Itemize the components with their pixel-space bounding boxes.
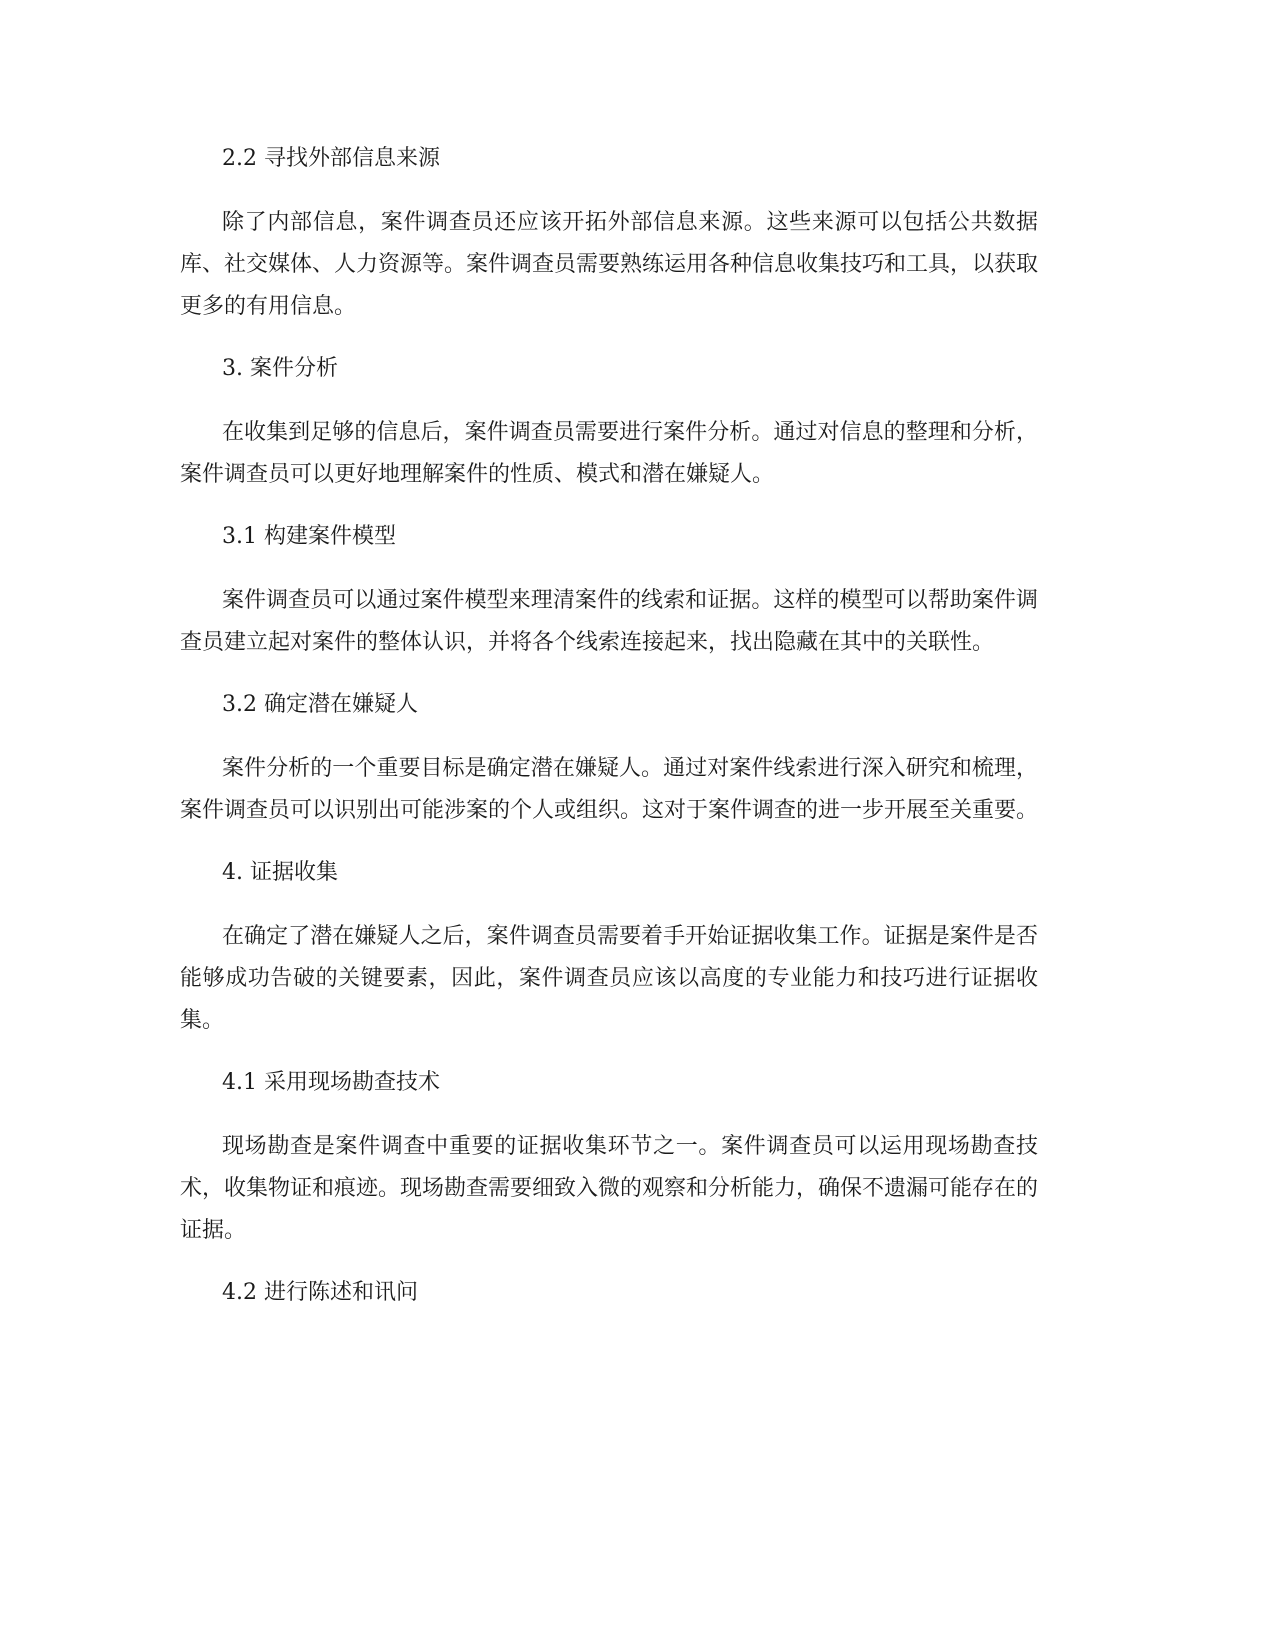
section-paragraph-2-2: 除了内部信息，案件调查员还应该开拓外部信息来源。这些来源可以包括公共数据库、社交媒体、人力资源等。案件调查员需要熟练运用各种信息收集技巧和工具，以获取更多的有用信息。: [180, 210, 1039, 319]
section-paragraph-3-2: 案件分析的一个重要目标是确定潜在嫌疑人。通过对案件线索进行深入研究和梳理，案件调查员可以识别出可能涉案的个人或组织。这对于案件调查的进一步开展至关重要。: [180, 756, 1039, 823]
section-paragraph-3-1: 案件调查员可以通过案件模型来理清案件的线索和证据。这样的模型可以帮助案件调查员建立起对案件的整体认识，并将各个线索连接起来，找出隐藏在其中的关联性。: [180, 588, 1038, 655]
section-heading-4-2: 4.2 进行陈述和讯问: [222, 1280, 418, 1305]
section-paragraph-4: 在确定了潜在嫌疑人之后，案件调查员需要着手开始证据收集工作。证据是案件是否能够成功告破的关键要素，因此，案件调查员应该以高度的专业能力和技巧进行证据收集。: [180, 924, 1038, 1033]
section-heading-2-2: 2.2 寻找外部信息来源: [222, 146, 440, 171]
section-heading-4: 4. 证据收集: [222, 860, 338, 885]
document-body: [180, 138, 1038, 1336]
section-heading-3: 3. 案件分析: [222, 356, 338, 381]
section-heading-3-1: 3.1 构建案件模型: [222, 524, 396, 549]
section-paragraph-4-1: 现场勘查是案件调查中重要的证据收集环节之一。案件调查员可以运用现场勘查技术，收集物证和痕迹。现场勘查需要细致入微的观察和分析能力，确保不遗漏可能存在的证据。: [180, 1134, 1039, 1243]
section-paragraph-3: 在收集到足够的信息后，案件调查员需要进行案件分析。通过对信息的整理和分析，案件调查员可以更好地理解案件的性质、模式和潜在嫌疑人。: [180, 420, 1038, 487]
section-heading-4-1: 4.1 采用现场勘查技术: [222, 1070, 440, 1095]
section-heading-3-2: 3.2 确定潜在嫌疑人: [222, 692, 418, 717]
